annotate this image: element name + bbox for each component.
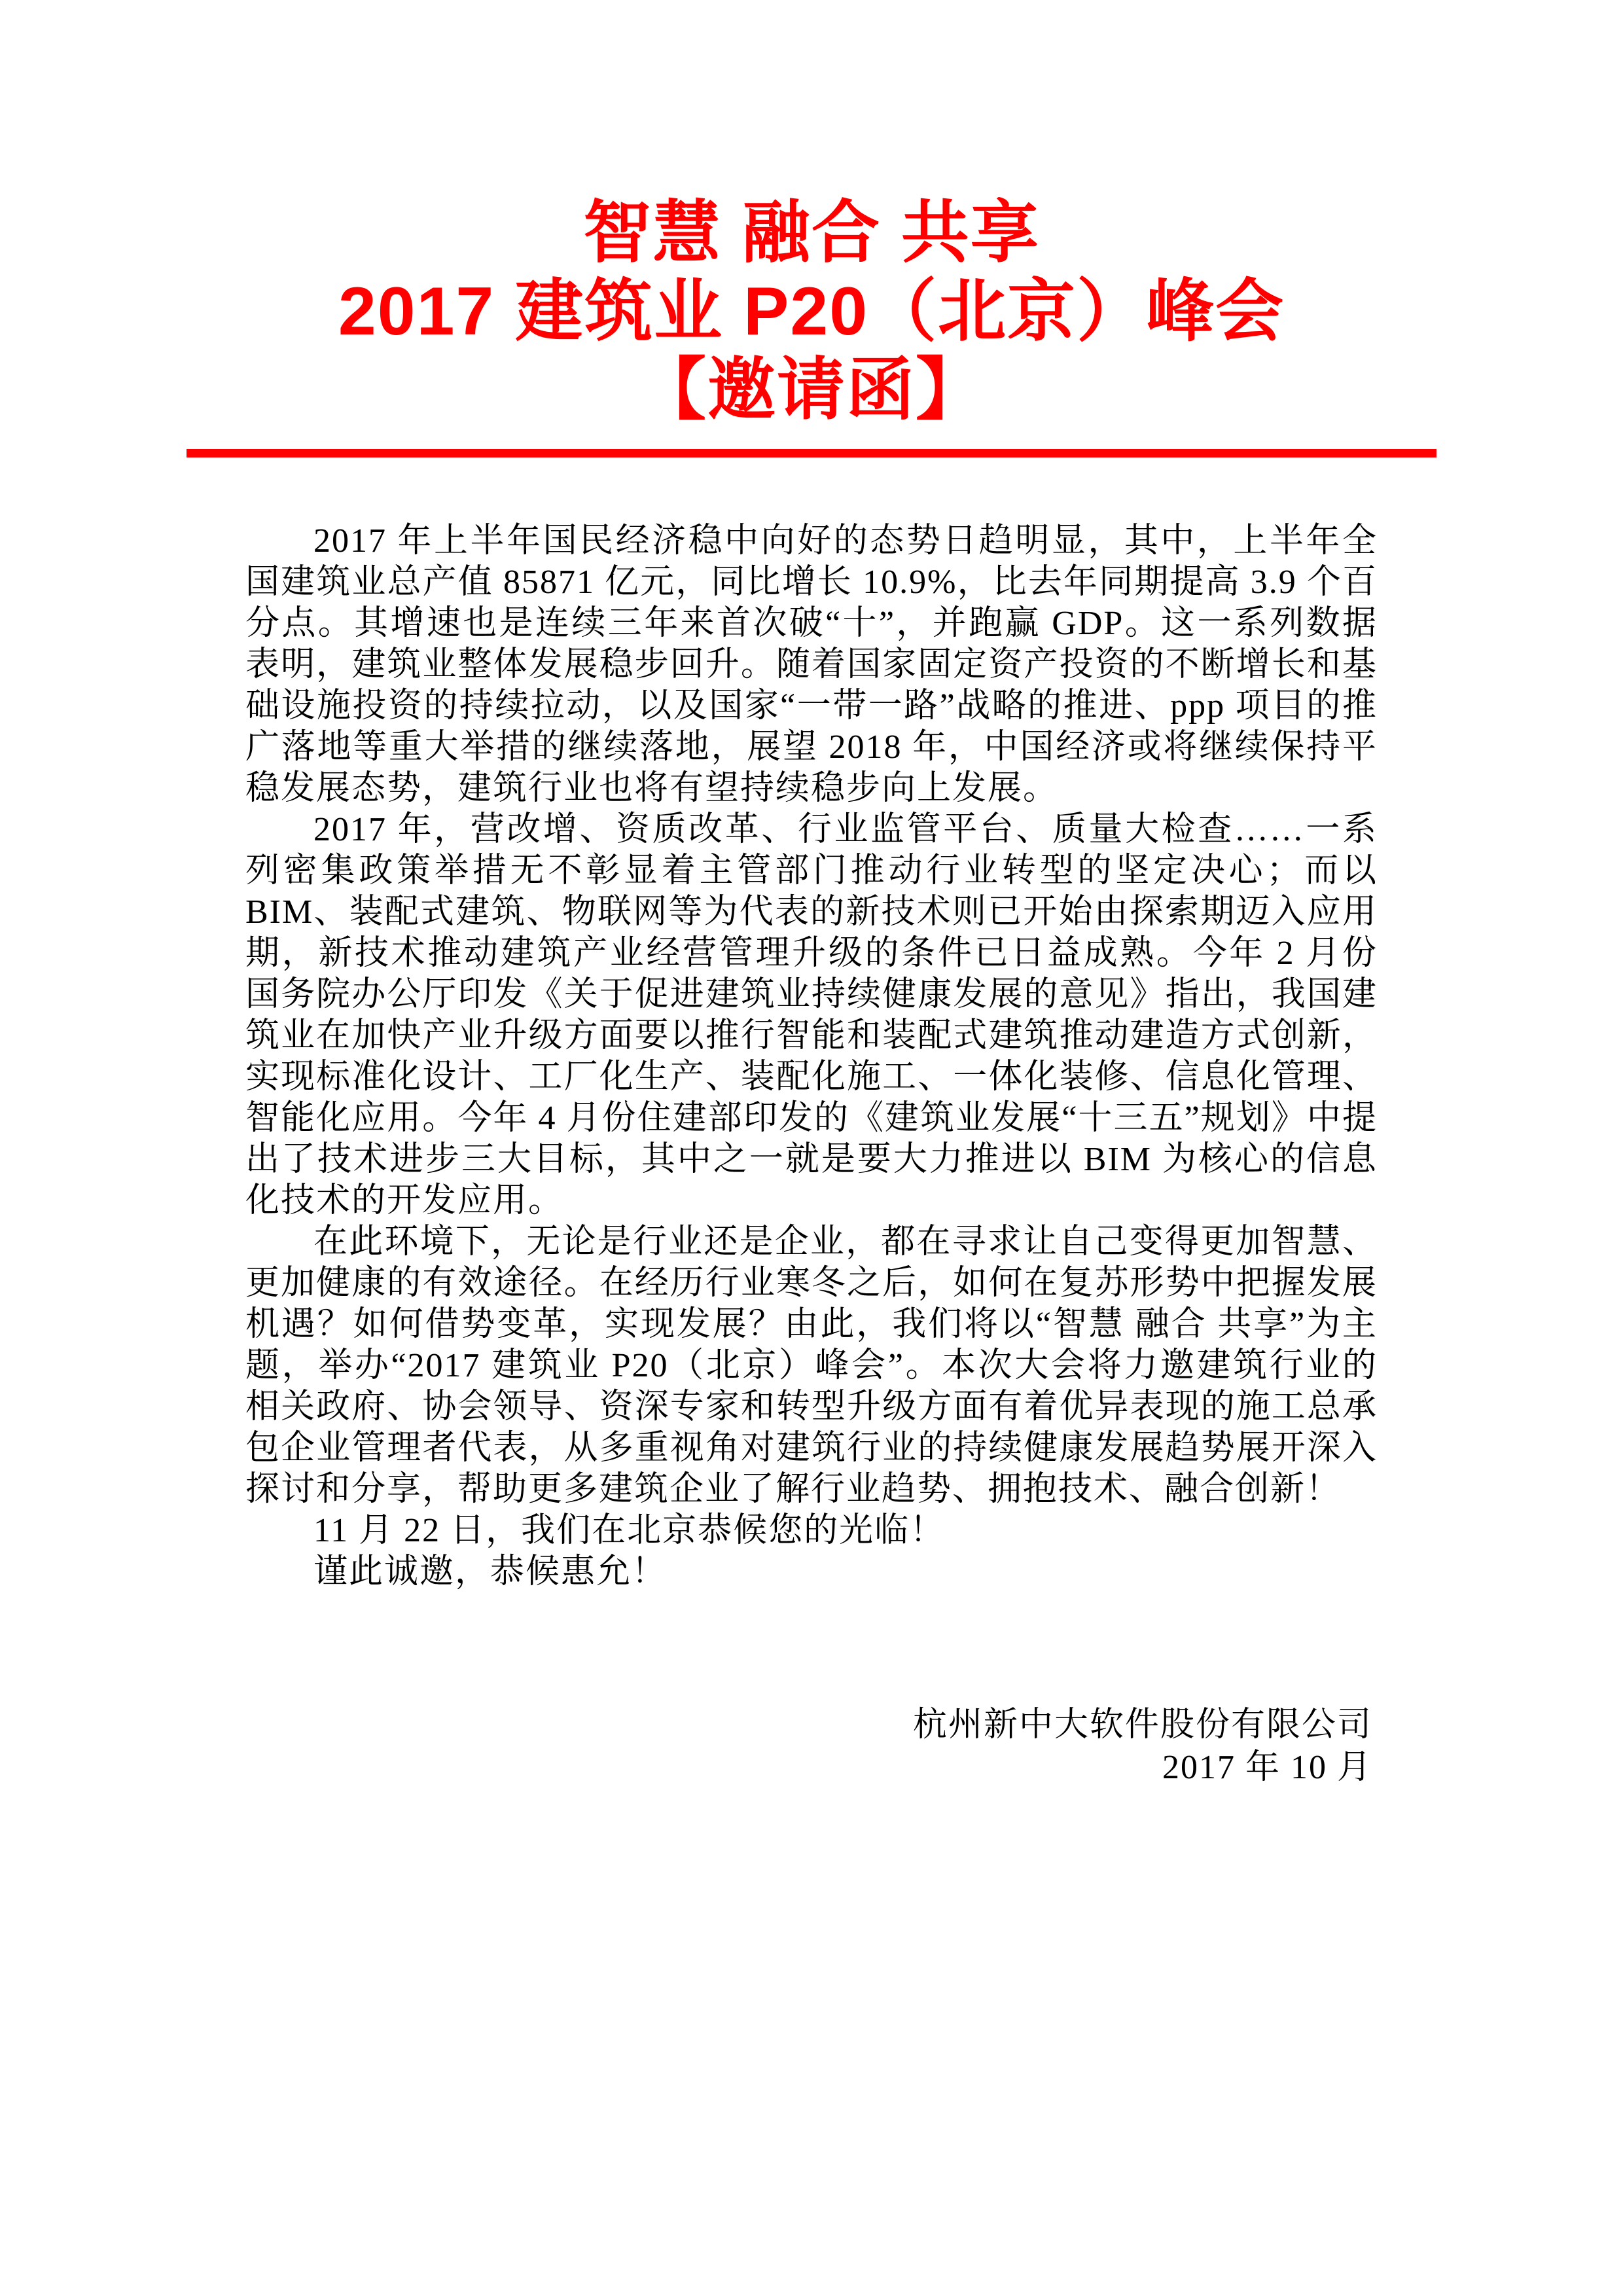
document-body: [245, 520, 1378, 1592]
body-paragraph-date-welcome: 11 月 22 日，我们在北京恭候您的光临！: [313, 1512, 946, 1549]
body-paragraph-economy-overview: 2017 年上半年国民经济稳中向好的态势日趋明显，其中，上半年全国建筑业总产值 85871 亿元，同比增长 10.9%，比去年同期提高 3.9 个百分点。其增速也是连续三年来首次破“十”，并跑赢 GDP。这一系列数据表明，建筑业整体发展稳步回升。随着国家固定资产投资的不断增长和基础设施投资的持续拉动，以及国家“一带一路”战略的推进、ppp 项目的推广落地等重大举措的继续落地，展望 2018 年，中国经济或将继续保持平稳发展态势，建筑行业也将有望持续稳步向上发展。: [245, 522, 1378, 807]
red-divider-rule: [187, 449, 1436, 457]
signature-date: 2017 年 10 月: [1162, 1749, 1372, 1786]
title-line-theme: 智慧 融合 共享: [583, 195, 1040, 271]
title-line-invitation-label: 【邀请函】: [637, 352, 985, 428]
document-header: [0, 0, 1623, 457]
signature-company: 杭州新中大软件股份有限公司: [912, 1706, 1372, 1744]
body-paragraph-policy-technology: 2017 年，营改增、资质改革、行业监管平台、质量大检查……一系列密集政策举措无不彰显着主管部门推动行业转型的坚定决心；而以 BIM、装配式建筑、物联网等为代表的新技术则已开始由探索期迈入应用期，新技术推动建筑产业经营管理升级的条件已日益成熟。今年 2 月份国务院办公厅印发《关于促进建筑业持续健康发展的意见》指出，我国建筑业在加快产业升级方面要以推行智能和装配式建筑推动建造方式创新，实现标准化设计、工厂化生产、装配化施工、一体化装修、信息化管理、智能化应用。今年 4 月份住建部印发的《建筑业发展“十三五”规划》中提出了技术进步三大目标，其中之一就是要大力推进以 BIM 为核心的信息化技术的开发应用。: [245, 811, 1378, 1219]
body-paragraph-closing-invitation: 谨此诚邀，恭候惠允！: [313, 1553, 668, 1590]
signature-block: [245, 1704, 1372, 1789]
title-line-summit-name: 2017 建筑业 P20（北京）峰会: [338, 274, 1285, 350]
body-paragraph-summit-introduction: 在此环境下，无论是行业还是企业，都在寻求让自己变得更加智慧、更加健康的有效途径。在经历行业寒冬之后，如何在复苏形势中把握发展机遇？如何借势变革，实现发展？由此，我们将以“智慧 融合 共享”为主题，举办“2017 建筑业 P20（北京）峰会”。本次大会将力邀建筑行业的相关政府、协会领导、资深专家和转型升级方面有着优异表现的施工总承包企业管理者代表，从多重视角对建筑行业的持续健康发展趋势展开深入探讨和分享，帮助更多建筑企业了解行业趋势、拥抱技术、融合创新！: [245, 1223, 1378, 1508]
